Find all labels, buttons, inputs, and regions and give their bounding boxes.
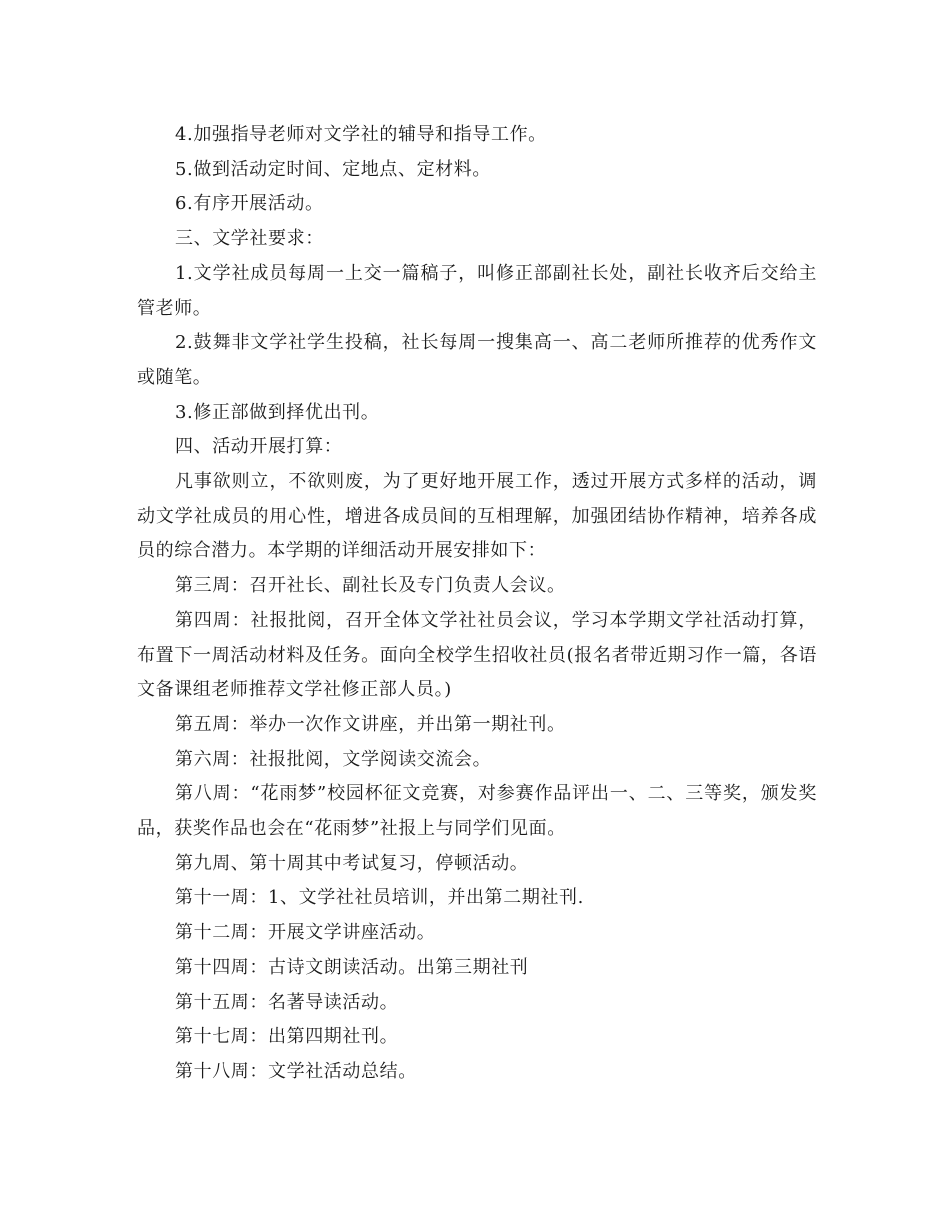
schedule-week-12: 第十二周：开展文学讲座活动。 bbox=[175, 922, 436, 944]
schedule-week-6: 第六周：社报批阅，文学阅读交流会。 bbox=[175, 748, 492, 770]
section-heading-activity-plan: 四、活动开展打算： bbox=[175, 436, 343, 458]
requirement-item-2: 2.鼓舞非文学社学生投稿，社长每周一搜集高一、高二老师所推荐的优秀作文或随笔。 bbox=[137, 332, 817, 388]
schedule-week-18: 第十八周：文学社活动总结。 bbox=[175, 1060, 417, 1082]
schedule-week-11: 第十一周：1、文学社社员培训，并出第二期社刊. bbox=[175, 887, 584, 909]
schedule-week-9-10: 第九周、第十周其中考试复习，停顿活动。 bbox=[175, 852, 529, 874]
document-body bbox=[137, 118, 817, 1090]
list-item-6: 6.有序开展活动。 bbox=[175, 193, 324, 215]
schedule-week-14: 第十四周：古诗文朗读活动。出第三期社刊 bbox=[175, 956, 529, 978]
list-item-4: 4.加强指导老师对文学社的辅导和指导工作。 bbox=[175, 124, 547, 145]
list-item-5: 5.做到活动定时间、定地点、定材料。 bbox=[175, 158, 491, 180]
schedule-week-5: 第五周：举办一次作文讲座，并出第一期社刊。 bbox=[175, 713, 566, 735]
activity-plan-intro: 凡事欲则立，不欲则废，为了更好地开展工作，透过开展方式多样的活动，调动文学社成员的用心性，增进各成员间的互相理解，加强团结协作精神，培养各成员的综合潜力。本学期的详细活动开展安排如下： bbox=[137, 471, 817, 562]
schedule-week-4: 第四周：社报批阅，召开全体文学社社员会议，学习本学期文学社活动打算，布置下一周活动材料及任务。面向全校学生招收社员(报名者带近期习作一篇，各语文备课组老师推荐文学社修正部人员。) bbox=[137, 609, 817, 701]
requirement-item-3: 3.修正部做到择优出刊。 bbox=[175, 401, 380, 423]
schedule-week-15: 第十五周：名著导读活动。 bbox=[175, 991, 399, 1013]
schedule-week-8: 第八周：“花雨梦”校园杯征文竞赛，对参赛作品评出一、二、三等奖，颁发奖品，获奖作品也会在“花雨梦”社报上与同学们见面。 bbox=[137, 783, 817, 840]
requirement-item-1: 1.文学社成员每周一上交一篇稿子，叫修正部副社长处，副社长收齐后交给主管老师。 bbox=[137, 262, 817, 319]
schedule-week-17: 第十七周：出第四期社刊。 bbox=[175, 1026, 399, 1048]
section-heading-requirements: 三、文学社要求： bbox=[175, 228, 324, 250]
schedule-week-3: 第三周：召开社长、副社长及专门负责人会议。 bbox=[175, 575, 566, 597]
